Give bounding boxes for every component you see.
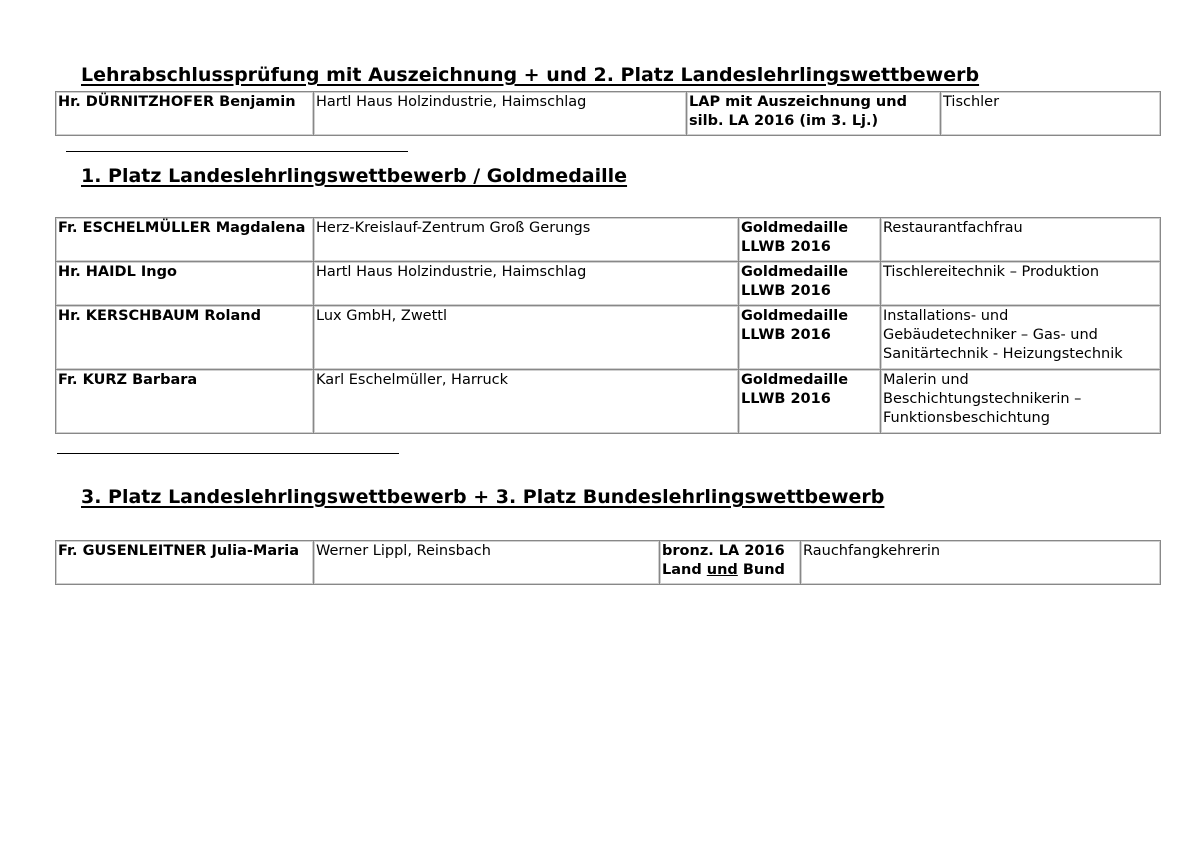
name-cell: Fr. KURZ Barbara <box>56 370 314 434</box>
separator-rule <box>66 151 408 152</box>
company-cell: Hartl Haus Holzindustrie, Haimschlag <box>314 262 739 306</box>
award-line: LLWB 2016 <box>741 327 831 343</box>
award-line: LAP mit Auszeichnung und <box>689 94 907 110</box>
company-cell: Herz-Kreislauf-Zentrum Groß Gerungs <box>314 218 739 262</box>
table-goldmedaille <box>55 217 1161 434</box>
award-cell <box>687 92 941 136</box>
award-line: Goldmedaille <box>741 372 849 388</box>
profession-line: Sanitärtechnik - Heizungstechnik <box>883 346 1123 362</box>
profession-cell <box>881 370 1161 434</box>
table-row <box>56 370 1161 434</box>
table-lap-auszeichnung <box>55 91 1161 136</box>
table-row <box>56 92 1161 136</box>
company-cell: Lux GmbH, Zwettl <box>314 306 739 370</box>
profession-cell <box>881 262 1161 306</box>
name-cell: Hr. DÜRNITZHOFER Benjamin <box>56 92 314 136</box>
profession-line: Malerin und <box>883 372 969 388</box>
table-row <box>56 218 1161 262</box>
name-cell: Fr. GUSENLEITNER Julia-Maria <box>56 541 314 585</box>
award-line: LLWB 2016 <box>741 239 831 255</box>
award-text-bund: Bund <box>737 562 785 578</box>
separator-rule <box>57 453 399 454</box>
award-line: LLWB 2016 <box>741 283 831 299</box>
table-row <box>56 306 1161 370</box>
award-cell <box>739 218 881 262</box>
award-cell <box>739 262 881 306</box>
award-cell <box>739 370 881 434</box>
section-heading-goldmedaille: 1. Platz Landeslehrlingswettbewerb / Goldmedaille <box>81 165 628 187</box>
profession-line: Installations- und <box>883 308 1009 324</box>
award-line: silb. LA 2016 (im 3. Lj.) <box>689 113 879 129</box>
award-line: Goldmedaille <box>741 220 849 236</box>
section-heading-bundeslehrlingswettbewerb: 3. Platz Landeslehrlingswettbewerb + 3. Platz Bundeslehrlingswettbewerb <box>81 486 885 508</box>
award-line: bronz. LA 2016 <box>662 543 785 559</box>
award-text-und: und <box>706 562 738 578</box>
profession-line: Beschichtungstechnikerin – <box>883 391 1082 407</box>
table-row <box>56 541 1161 585</box>
name-cell: Hr. KERSCHBAUM Roland <box>56 306 314 370</box>
profession-cell: Tischler <box>941 92 1161 136</box>
company-cell: Hartl Haus Holzindustrie, Haimschlag <box>314 92 687 136</box>
profession-line: Tischlereitechnik – Produktion <box>883 264 1100 280</box>
award-line: Goldmedaille <box>741 308 849 324</box>
company-cell: Karl Eschelmüller, Harruck <box>314 370 739 434</box>
award-line <box>662 561 798 580</box>
profession-line: Gebäudetechniker – Gas- und <box>883 327 1098 343</box>
table-row <box>56 262 1161 306</box>
award-cell <box>739 306 881 370</box>
name-cell: Fr. ESCHELMÜLLER Magdalena <box>56 218 314 262</box>
profession-line: Funktionsbeschichtung <box>883 410 1050 426</box>
award-cell <box>660 541 801 585</box>
award-line: Goldmedaille <box>741 264 849 280</box>
section-heading-lap-auszeichnung: Lehrabschlussprüfung mit Auszeichnung + und 2. Platz Landeslehrlingswettbewerb <box>81 64 980 86</box>
profession-line: Restaurantfachfrau <box>883 220 1023 236</box>
name-cell: Hr. HAIDL Ingo <box>56 262 314 306</box>
profession-cell <box>881 218 1161 262</box>
company-cell: Werner Lippl, Reinsbach <box>314 541 660 585</box>
table-bundeslehrlingswettbewerb <box>55 540 1161 585</box>
profession-cell: Rauchfangkehrerin <box>801 541 1161 585</box>
profession-cell <box>881 306 1161 370</box>
award-line: LLWB 2016 <box>741 391 831 407</box>
award-text-land: Land <box>662 562 707 578</box>
